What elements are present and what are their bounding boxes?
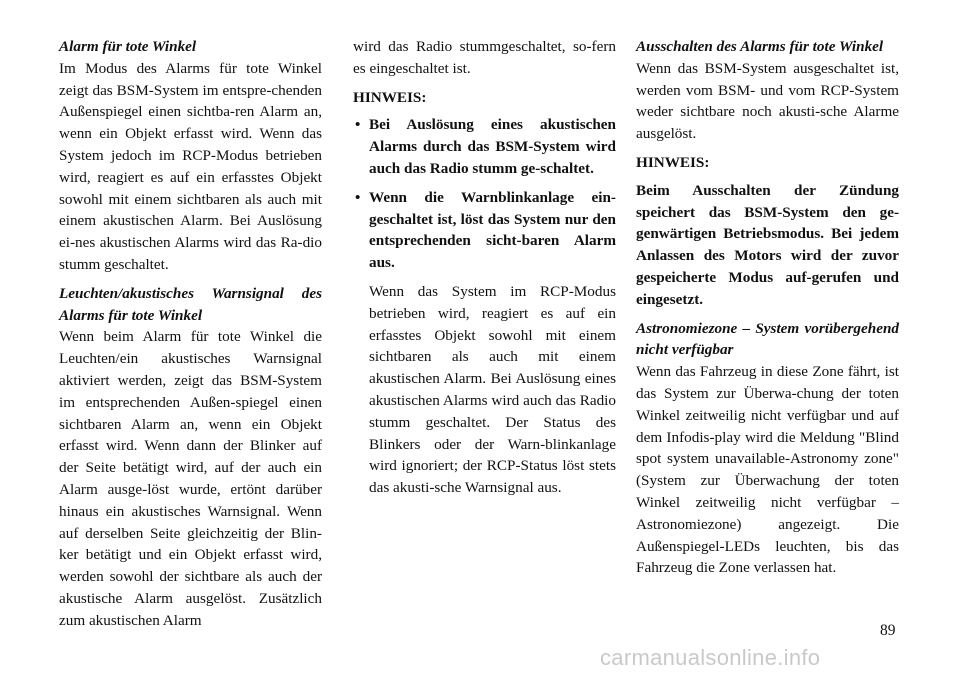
list-item: • Bei Auslösung eines akustischen Alarms durch das BSM-System wird auch das Radio stumm ge-schaltet. [355, 116, 616, 177]
section-astronomy-zone [636, 318, 899, 580]
page-number: 89 [880, 622, 896, 639]
body-lights-chime: Wenn beim Alarm für tote Winkel die Leuchten/ein akustisches Warnsignal aktiviert werden, zeigt das BSM-System im entsprechenden Außen-spiegel einen sichtbaren Alarm an, wenn ein Objekt erfasst wird. Wenn dann der Blinker auf der Seite betätigt wird, auf der auch ein Alarm ausge-löst wurde, ertönt darüber hinaus ein akustisches Warnsignal. Wenn auf derselben Seite gleichzeitig der Blin-ker betätigt und ein Objekt erfasst wird, werden sowohl der sichtbare als auch der akustische Alarm ausgelöst. Zusätzlich zum akustischen Alarm [59, 328, 322, 629]
continued-text: wird das Radio stummgeschaltet, so-fern es eingeschaltet ist. [353, 38, 616, 77]
body-blind-spot-alarm: Im Modus des Alarms für tote Winkel zeigt das BSM-System im entspre-chenden Außenspiegel einen sichtba-ren Alarm an, wenn ein Objekt erfasst wird. Wenn das System jedoch im RCP-Modus betrieben wird, reagiert es auf ein erfasstes Objekt sowohl mit einem sichtbaren als auch mit einem akustischen Alarm. Bei Auslösung ei-nes akustischen Alarms wird das Ra-dio stumm geschaltet. [59, 59, 322, 273]
body-turn-off-alarm: Wenn das BSM-System ausgeschaltet ist, werden vom BSM- und vom RCP-System weder sichtbare noch akusti-sche Alarme ausgelöst. [636, 59, 899, 143]
column-left [59, 36, 322, 639]
watermark: carmanualsonline.info [600, 645, 821, 670]
note-label: HINWEIS: [353, 88, 427, 106]
rcp-mode-paragraph: Wenn das System im RCP-Modus betrieben wird, reagiert es auf ein erfasstes Objekt sowohl mit einem sichtbaren als auch mit einem akustischen Alarm. Bei Auslösung eines akustischen Alarms wird auch das Radio stumm geschaltet. Der Status des Blinkers oder der Warn-blinkanlage wird ignoriert; der RCP-Status löst stets das akusti-sche Warnsignal aus. [369, 282, 616, 497]
heading-lights-chime: Leuchten/akustisches Warnsignal des Alarms für tote Winkel [59, 284, 322, 324]
bullet-icon: • [355, 116, 361, 134]
section-lights-chime [59, 283, 322, 632]
note-label: HINWEIS: [636, 153, 710, 171]
heading-turn-off-alarm: Ausschalten des Alarms für tote Winkel [636, 38, 884, 55]
body-astronomy-zone: Wenn das Fahrzeug in diese Zone fährt, ist das System zur Überwa-chung der toten Winkel zeitweilig nicht verfügbar und auf dem Infodis-play wird die Meldung "Blind spot system unavailable-Astronomy zone" (System zur Überwachung der toten Winkel zeitweilig nicht verfügbar – Astronomiezone) angezeigt. Die Außenspiegel-LEDs leuchten, bis das Fahrzeug die Zone verlassen hat. [636, 363, 899, 577]
column-right [636, 36, 899, 586]
note-list [353, 114, 616, 274]
note-body: Beim Ausschalten der Zündung speichert das BSM-System den ge-genwärtigen Betriebsmodus. Bei jedem Anlassen des Motors wird der zuvor gespeicherte Modus auf-gerufen und eingesetzt. [636, 181, 899, 308]
section-blind-spot-alarm [59, 36, 322, 276]
heading-blind-spot-alarm: Alarm für tote Winkel [59, 38, 197, 55]
column-middle [353, 36, 616, 506]
section-turn-off-alarm [636, 36, 899, 145]
list-item: • Wenn die Warnblinkanlage ein-geschaltet ist, löst das System nur den entsprechenden sicht-baren Alarm aus. [355, 188, 616, 272]
bullet-icon: • [355, 188, 361, 206]
heading-astronomy-zone: Astronomiezone – System vorübergehend nicht verfügbar [636, 319, 899, 359]
